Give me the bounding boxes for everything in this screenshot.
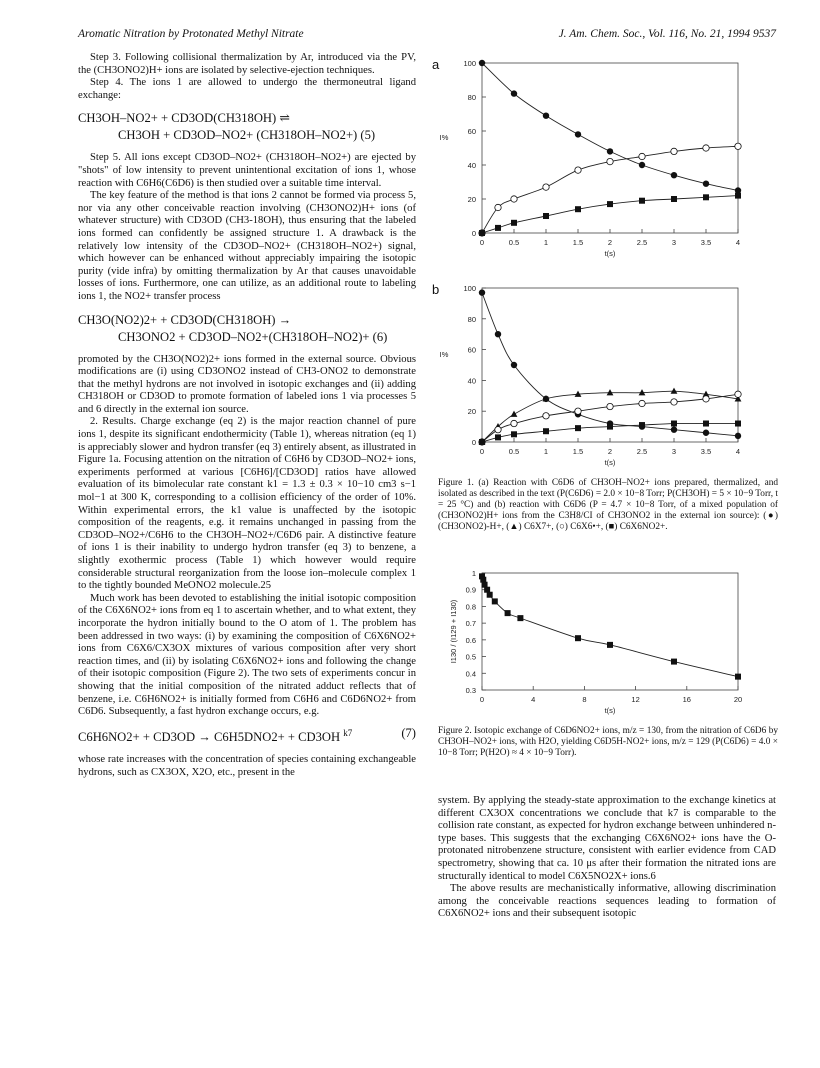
x-tick-label: 0 xyxy=(479,447,485,456)
x-tick-label: 3 xyxy=(671,447,677,456)
equation-number: (7) xyxy=(401,725,416,740)
y-tick-label: 0 xyxy=(471,438,476,447)
paragraph: whose rate increases with the concentration of species containing exchangeable hydrons, such as CX3OX, X2O, etc., present in the xyxy=(78,753,416,778)
series-line xyxy=(482,391,738,442)
data-point-filled-square xyxy=(492,598,498,604)
data-point-filled-square xyxy=(671,659,677,665)
data-point-filled-square xyxy=(735,421,741,427)
data-point-filled-triangle xyxy=(511,411,518,417)
y-tick-label: 40 xyxy=(467,376,476,386)
x-axis-label: t(s) xyxy=(604,458,616,467)
y-tick-label: 0 xyxy=(471,229,476,238)
y-axis-label: I% xyxy=(439,133,449,142)
data-point-filled-square xyxy=(703,421,709,427)
data-point-open-circle xyxy=(639,400,645,406)
plot-frame xyxy=(482,288,738,442)
x-tick-label: 4 xyxy=(735,447,741,456)
rate-constant-label: k7 xyxy=(343,727,353,738)
y-axis-label: I% xyxy=(439,350,449,359)
plot-frame xyxy=(482,573,738,690)
data-point-open-circle xyxy=(735,391,741,397)
y-tick-label: 0.5 xyxy=(465,652,476,662)
x-tick-label: 1.5 xyxy=(572,238,584,247)
y-tick-label: 60 xyxy=(467,345,476,355)
equation-line: CH3OH + CD3OD–NO2+ (CH318OH–NO2+) xyxy=(118,128,358,143)
data-point-open-circle xyxy=(671,148,677,154)
x-tick-label: 2 xyxy=(607,238,613,247)
data-point-open-circle xyxy=(671,399,677,405)
data-point-filled-square xyxy=(543,428,549,434)
y-tick-label: 0.4 xyxy=(465,669,476,679)
data-point-filled-square xyxy=(639,422,645,428)
plot-frame xyxy=(482,63,738,233)
data-point-filled-square xyxy=(607,424,613,430)
data-point-filled-circle xyxy=(479,60,485,66)
paragraph: Much work has been devoted to establishing the initial isotopic composition of the C6X6NO2+ ions from eq 1 to ascertain whether, and to what extent, they incorporate the hydron initially bound to the O atom of 1. The problem has been addressed in two ways: (i) by examining the composition of C6X6NO2+ ions from C6X6/CX3OX mixtures of various composition after very short reaction times, and (ii) by isolating C6X6NO2+ ions and following the change of their isotopic composition (Figure 2). The two sets of experiments concur in showing that the initial composition of the nitrated adduct reflects that of benzene, i.e. C6H6NO2+ is initially formed from C6H6 and C6D6NO2+ from C6D6. Subsequently, a fast hydron exchange occurs, e.g. xyxy=(78,592,416,718)
x-tick-label: 1 xyxy=(543,238,549,247)
y-tick-label: 0.3 xyxy=(465,686,476,695)
x-tick-label: 20 xyxy=(733,695,743,704)
equation-5 xyxy=(78,110,416,144)
figure-1a-chart xyxy=(430,55,780,270)
data-point-filled-square xyxy=(671,196,677,202)
equation-6 xyxy=(78,312,416,346)
data-point-filled-square xyxy=(505,610,511,616)
y-tick-label: 0.9 xyxy=(465,585,476,595)
data-point-open-circle xyxy=(575,167,581,173)
right-column xyxy=(438,795,776,921)
paragraph: 2. Results. Charge exchange (eq 2) is the major reaction channel of pure ions 1, despite its significant endothermicity (Table 1), whereas nitration (eq 1) is appreciably slower and hydron transfer (eq 3) entirely absent, as illustrated in Figure 1a. Focusing attention on the nitration of C6H6 by CD3OD–NO2+ ions, experiments performed at various [C6H6]/[CD3OD] ratios have allowed evaluation of its bimolecular rate constant k1 = 1.3 ± 0.3 × 10−10 cm3 s−1 mol−1 at 300 K, corresponding to a collision efficiency of the order of 10%. Within experimental errors, the k1 value is unaffected by the isotopic composition of the reagents, e.g. it remains unchanged in passing from the CD3OD–NO2+/C6H6 to the CH3OH–NO2+/C6D6 pair. A distinctive feature of ions 1 is their inability to undergo hydron transfer (eq 3) to benzene, a slightly exothermic process (Table 1) which however would require considerable structural reorganization from the loose ion–molecule complex 1 to the tightly bounded MeONO2 molecule.25 xyxy=(78,416,417,592)
running-header-title: Aromatic Nitration by Protonated Methyl Nitrate xyxy=(78,28,304,40)
data-point-filled-square xyxy=(479,230,485,236)
y-tick-label: 100 xyxy=(463,284,476,293)
data-point-filled-circle xyxy=(495,331,501,337)
data-point-filled-circle xyxy=(671,426,677,432)
x-tick-label: 12 xyxy=(631,695,640,704)
data-point-filled-circle xyxy=(735,433,741,439)
paragraph: The above results are mechanistically informative, allowing discrimination among the conceivable reactions sequences leading to formation of C6X6NO2+ ions and their subsequent isotopic xyxy=(438,883,776,920)
series-line xyxy=(482,63,738,191)
data-point-filled-square xyxy=(575,425,581,431)
equation-line: CH3ONO2 + CD3OD–NO2+(CH318OH–NO2)+ xyxy=(118,329,370,344)
data-point-open-circle xyxy=(703,145,709,151)
paragraph: promoted by the CH3O(NO2)2+ ions formed in the external source. Obvious modifications are (i) using CD3ONO2 instead of CH3-ONO2 to demonstrate that the methyl hydrons are not involved in isotopic exchanges and (ii) adding CH318OH or CD3OD to promote formation of labeled ions 1 via processes 5 and 6 directly in the external ion source. xyxy=(78,353,416,415)
paragraph: The key feature of the method is that ions 2 cannot be formed via process 5, nor via any other conceivable reaction involving (CH3ONO2)H+ ions (of whatever structure) with CD3OD (CH3-18OH), thus ensuring that the labeled ions formed can confidently be assigned structure 1. A drawback is the relatively low intensity of the CD3OD–NO2+ (CH318OH–NO2+) signal, which however can be enhanced without appreciably impairing the isotopic purity (vide infra) by omitting thermalization by Ar that causes unavoidable losses of ions. Furthermore, one can utilize, as an additional route to labeling ions 1, the NO2+ transfer process xyxy=(78,190,416,302)
data-point-filled-square xyxy=(517,615,523,621)
panel-label: b xyxy=(432,282,440,297)
panel-label: a xyxy=(432,57,440,72)
paragraph: Step 3. Following collisional thermalization by Ar, introduced via the PV, the (CH3ONO2)H+ ions are isolated by selective-ejection techniques. xyxy=(78,52,416,76)
data-point-open-circle xyxy=(543,184,549,190)
data-point-filled-square xyxy=(479,439,485,445)
x-tick-label: 2.5 xyxy=(636,238,648,247)
y-tick-label: 40 xyxy=(467,161,476,170)
y-tick-label: 80 xyxy=(467,314,476,324)
data-point-filled-circle xyxy=(607,148,613,154)
figure-1b-chart xyxy=(430,280,780,475)
data-point-open-circle xyxy=(575,408,581,414)
x-tick-label: 16 xyxy=(682,695,691,704)
data-point-open-circle xyxy=(735,143,741,149)
data-point-filled-square xyxy=(607,642,613,648)
data-point-filled-square xyxy=(607,201,613,207)
x-tick-label: 1.5 xyxy=(572,447,584,456)
data-point-open-circle xyxy=(511,196,517,202)
data-point-filled-square xyxy=(511,220,517,226)
data-point-filled-circle xyxy=(511,90,517,96)
data-point-open-circle xyxy=(639,153,645,159)
x-tick-label: 1 xyxy=(543,447,549,456)
data-point-open-circle xyxy=(543,413,549,419)
data-point-filled-circle xyxy=(543,113,549,119)
figure-2-chart xyxy=(430,565,780,720)
series-line xyxy=(482,576,738,676)
data-point-filled-square xyxy=(639,198,645,204)
equation-number: (5) xyxy=(360,128,376,143)
x-tick-label: 0.5 xyxy=(508,238,520,247)
x-tick-label: 0 xyxy=(479,238,485,247)
x-tick-label: 4 xyxy=(735,238,741,247)
y-tick-label: 20 xyxy=(467,407,476,417)
equation-line: CH3O(NO2)2+ + CD3OD(CH318OH) → xyxy=(78,312,292,327)
data-point-filled-square xyxy=(543,213,549,219)
data-point-filled-triangle xyxy=(671,388,678,394)
x-tick-label: 0 xyxy=(479,695,485,704)
data-point-open-circle xyxy=(511,420,517,426)
data-point-filled-circle xyxy=(575,131,581,137)
x-tick-label: 3.5 xyxy=(700,238,712,247)
data-point-filled-circle xyxy=(671,172,677,178)
equation-line: CH3OH–NO2+ + CD3OD(CH318OH) ⇌ xyxy=(78,111,290,126)
y-tick-label: 0.8 xyxy=(465,602,476,612)
y-tick-label: 100 xyxy=(463,59,476,68)
data-point-filled-square xyxy=(703,194,709,200)
paragraph: system. By applying the steady-state approximation to the exchange kinetics at different CX3OX concentrations we conclude that k7 is comparable to the collision rate constant, as expected for hydron exchange between unhindered n-type bases. This suggests that the exchanging C6X6NO2+ ions have the O-protonated nitrobenzene structure, consistent with earlier evidence from CAD spectrometry, showing that ca. 10 μs after their formation the nitrated ions are structurally identical to model C6X5NO2X+ ions.6 xyxy=(438,795,776,882)
y-axis-label: I130 / (I129 + I130) xyxy=(449,599,458,664)
data-point-filled-square xyxy=(671,421,677,427)
running-header-journal: J. Am. Chem. Soc., Vol. 116, No. 21, 1994 9537 xyxy=(558,28,776,40)
x-tick-label: 3 xyxy=(671,238,677,247)
x-axis-label: t(s) xyxy=(604,249,616,258)
x-axis-label: t(s) xyxy=(604,706,616,715)
left-column xyxy=(78,52,416,779)
data-point-filled-square xyxy=(495,225,501,231)
equation-7 xyxy=(78,725,416,746)
series-line xyxy=(482,293,738,436)
figure-1-caption: Figure 1. (a) Reaction with C6D6 of CH3OH–NO2+ ions prepared, thermalized, and isolated as described in the text (P(C6D6) = 2.0 × 10−8 Torr; P(CH3OH) = 5 × 10−9 Torr, t = 25 °C) and (b) reaction with C6D6 (P = 4.7 × 10−8 Torr, of a mixed population of (CH3ONO2)H+ ions from the C3H8/CI of CH3ONO2 in the external ion source): (●) (CH3ONO2)-H+, (▲) C6X7+, (○) C6X6•+, (■) C6X6NO2+. xyxy=(438,478,778,532)
data-point-open-circle xyxy=(607,403,613,409)
data-point-filled-circle xyxy=(703,181,709,187)
data-point-filled-square xyxy=(495,434,501,440)
data-point-filled-square xyxy=(735,193,741,199)
paragraph: Step 5. All ions except CD3OD–NO2+ (CH318OH–NO2+) are ejected by "shots" of low intensity to prevent unintentional excitation of ions 1, whose reaction with C6H6(C6D6) is then studied over a suitable time interval. xyxy=(78,152,416,189)
x-tick-label: 4 xyxy=(531,695,536,704)
data-point-filled-square xyxy=(735,674,741,680)
y-tick-label: 60 xyxy=(467,127,476,136)
x-tick-label: 2.5 xyxy=(636,447,648,456)
data-point-filled-square xyxy=(575,635,581,641)
data-point-open-circle xyxy=(607,158,613,164)
x-tick-label: 8 xyxy=(582,695,587,704)
data-point-filled-circle xyxy=(479,289,485,295)
y-tick-label: 1 xyxy=(471,569,476,578)
y-tick-label: 0.7 xyxy=(465,619,476,629)
data-point-filled-square xyxy=(575,206,581,212)
y-tick-label: 0.6 xyxy=(465,635,476,645)
x-tick-label: 0.5 xyxy=(508,447,520,456)
data-point-open-circle xyxy=(495,204,501,210)
series-line xyxy=(482,394,738,442)
data-point-filled-circle xyxy=(639,162,645,168)
figure-2-caption: Figure 2. Isotopic exchange of C6D6NO2+ ions, m/z = 130, from the nitration of C6D6 by CH3OH–NO2+ ions, with H2O, yielding C6D5H-NO2+ ions, m/z = 129 (P(C6D6) = 4.0 × 10−8 Torr; P(H2O) ≈ 4 × 10−9 Torr). xyxy=(438,726,778,758)
y-tick-label: 20 xyxy=(467,195,476,204)
data-point-filled-square xyxy=(511,431,517,437)
data-point-filled-square xyxy=(487,592,493,598)
data-point-filled-triangle xyxy=(607,389,614,395)
x-tick-label: 3.5 xyxy=(700,447,712,456)
equation-number: (6) xyxy=(372,329,388,344)
equation-line: C6H6NO2+ + CD3OD → C6H5DNO2+ + CD3OH xyxy=(78,729,341,744)
paragraph: Step 4. The ions 1 are allowed to undergo the thermoneutral ligand exchange: xyxy=(78,77,416,101)
x-tick-label: 2 xyxy=(607,447,613,456)
data-point-filled-circle xyxy=(511,362,517,368)
data-point-open-circle xyxy=(495,426,501,432)
data-point-filled-circle xyxy=(703,430,709,436)
y-tick-label: 80 xyxy=(467,93,476,102)
data-point-open-circle xyxy=(703,396,709,402)
